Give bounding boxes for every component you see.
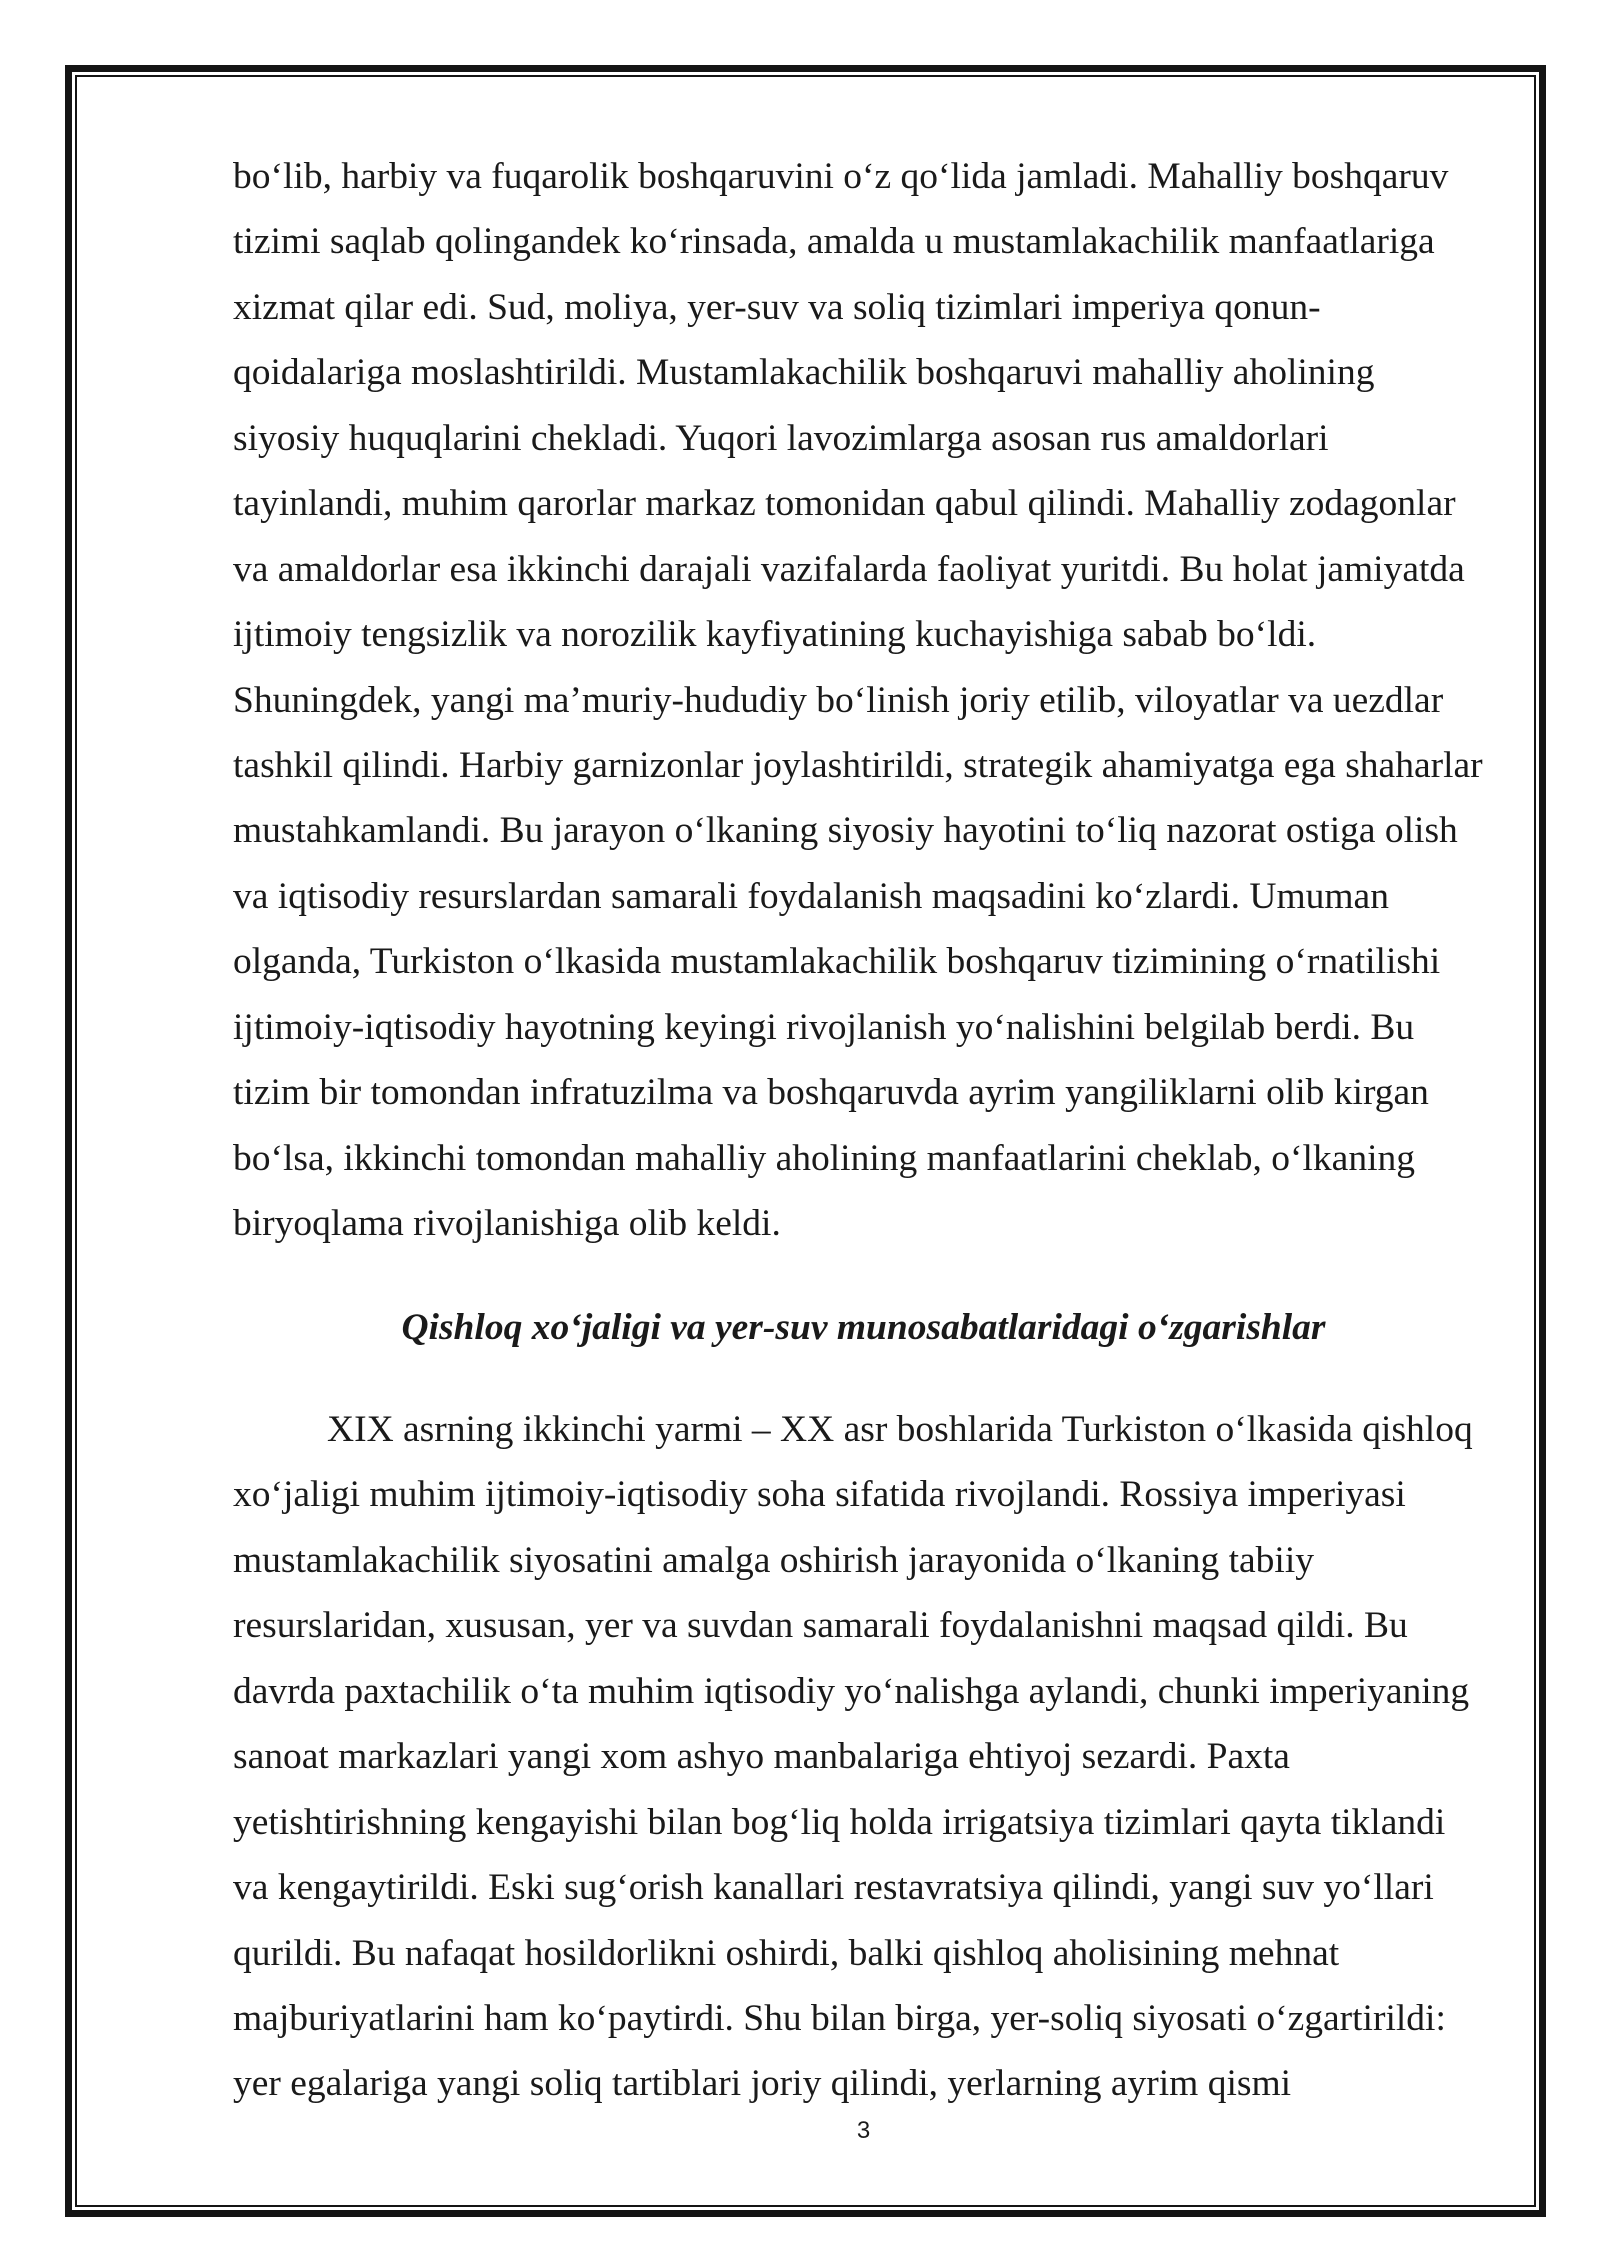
paragraph-line: ijtimoiy tengsizlik va norozilik kayfiyatining kuchayishiga sabab bo‘ldi. [233,614,1317,656]
paragraph-line: qurildi. Bu nafaqat hosildorlikni oshirdi, balki qishloq aholisining mehnat [233,1932,1340,1974]
paragraph-line: tizim bir tomondan infratuzilma va boshqaruvda ayrim yangiliklarni olib kirgan [233,1072,1429,1114]
paragraph-line: Shuningdek, yangi ma’muriy-hududiy bo‘linish joriy etilib, viloyatlar va uezdlar [233,679,1444,721]
paragraph-line: mustamlakachilik siyosatini amalga oshirish jarayonida o‘lkaning tabiiy [233,1539,1315,1581]
paragraph-line: resurslaridan, xususan, yer va suvdan samarali foydalanishni maqsad qildi. Bu [233,1605,1408,1647]
paragraph-line: va amaldorlar esa ikkinchi darajali vazifalarda faoliyat yuritdi. Bu holat jamiyatda [233,548,1465,590]
paragraph-line: yetishtirishning kengayishi bilan bog‘liq holda irrigatsiya tizimlari qayta tiklandi [233,1801,1446,1843]
paragraph-line: xizmat qilar edi. Sud, moliya, yer-suv va soliq tizimlari imperiya qonun- [233,286,1321,328]
paragraph-line: xo‘jaligi muhim ijtimoiy-iqtisodiy soha sifatida rivojlandi. Rossiya imperiyasi [233,1474,1406,1516]
paragraph-line: bo‘lsa, ikkinchi tomondan mahalliy aholining manfaatlarini cheklab, o‘lkaning [233,1137,1415,1179]
paragraph-line: davrda paxtachilik o‘ta muhim iqtisodiy yo‘nalishga aylandi, chunki imperiyaning [233,1670,1470,1712]
paragraph-line: va iqtisodiy resurslardan samarali foydalanish maqsadini ko‘zlardi. Umuman [233,875,1389,917]
paragraph-line: biryoqlama rivojlanishiga olib keldi. [233,1203,781,1244]
paragraph-line: majburiyatlarini ham ko‘paytirdi. Shu bilan birga, yer-soliq siyosati o‘zgartirildi: [233,1997,1446,2039]
paragraph-line: siyosiy huquqlarini chekladi. Yuqori lavozimlarga asosan rus amaldorlari [233,417,1329,459]
paragraph-line: qoidalariga moslashtirildi. Mustamlakachilik boshqaruvi mahalliy aholining [233,352,1375,394]
page-number: 3 [856,2117,871,2144]
paragraph-line: sanoat markazlari yangi xom ashyo manbalariga ehtiyoj sezardi. Paxta [233,1736,1290,1778]
paragraph-line: olganda, Turkiston o‘lkasida mustamlakachilik boshqaruv tizimining o‘rnatilishi [233,941,1441,983]
paragraph-line: yer egalariga yangi soliq tartiblari joriy qilindi, yerlarning ayrim qismi [233,2063,1292,2105]
body-paragraph [233,1397,1523,2117]
paragraph-line: XIX asrning ikkinchi yarmi – XX asr boshlarida Turkiston o‘lkasida qishloq [327,1409,1473,1450]
paragraph-line: tizimi saqlab qolingandek ko‘rinsada, amalda u mustamlakachilik manfaatlariga [233,221,1435,263]
paragraph-line: va kengaytirildi. Eski sug‘orish kanallari restavratsiya qilindi, yangi suv yo‘llari [233,1867,1434,1909]
section-heading: Qishloq xo‘jaligi va yer-suv munosabatlaridagi o‘zgarishlar [401,1307,1326,1348]
paragraph-line: mustahkamlandi. Bu jarayon o‘lkaning siyosiy hayotini to‘liq nazorat ostiga olish [233,810,1458,852]
paragraph-line: ijtimoiy-iqtisodiy hayotning keyingi rivojlanish yo‘nalishini belgilab berdi. Bu [233,1006,1415,1048]
body-paragraph [233,144,1523,1256]
paragraph-line: tayinlandi, muhim qarorlar markaz tomonidan qabul qilindi. Mahalliy zodagonlar [233,483,1456,525]
paragraph-line: bo‘lib, harbiy va fuqarolik boshqaruvini o‘z qo‘lida jamladi. Mahalliy boshqaruv [233,156,1449,197]
paragraph-line: tashkil qilindi. Harbiy garnizonlar joylashtirildi, strategik ahamiyatga ega shaharlar [233,744,1483,786]
